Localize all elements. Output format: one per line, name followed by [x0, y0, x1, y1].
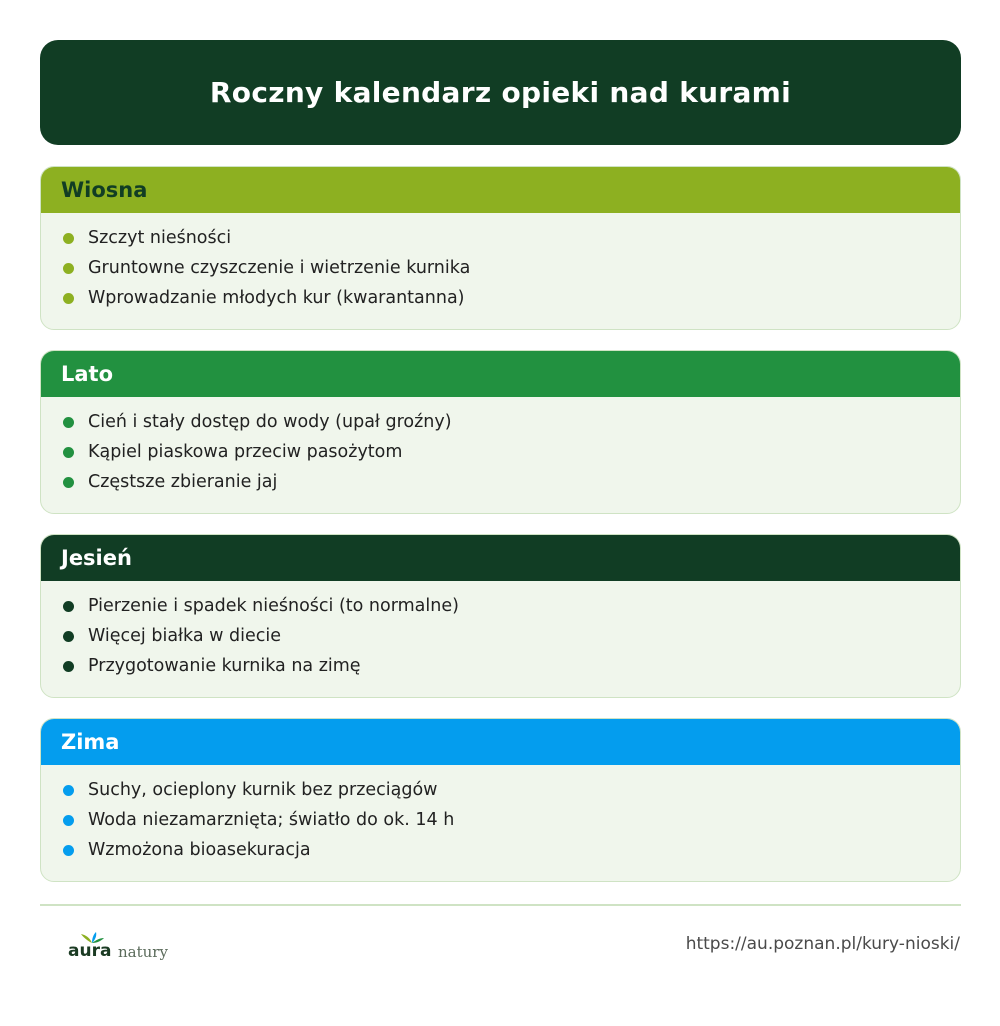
task-text: Woda niezamarznięta; światło do ok. 14 h: [88, 810, 455, 830]
task-text: Więcej białka w diecie: [88, 626, 282, 646]
season-task-list: [41, 213, 960, 313]
list-item: [63, 775, 960, 805]
season-header: [41, 719, 960, 765]
source-url: https://au.poznan.pl/kury-nioski/: [685, 934, 960, 954]
list-item: [63, 283, 960, 313]
list-item: [63, 253, 960, 283]
bullet-dot-icon: [63, 233, 74, 244]
bullet-dot-icon: [63, 845, 74, 856]
list-item: [63, 805, 960, 835]
season-name: Jesień: [61, 546, 132, 570]
task-text: Przygotowanie kurnika na zimę: [88, 656, 361, 676]
task-text: Szczyt nieśności: [88, 228, 232, 248]
season-name: Zima: [61, 730, 120, 754]
footer-divider: [40, 904, 961, 906]
season-task-list: [41, 397, 960, 497]
title-banner: [40, 40, 961, 145]
bullet-dot-icon: [63, 417, 74, 428]
bullet-dot-icon: [63, 815, 74, 826]
season-name: Wiosna: [61, 178, 148, 202]
bullet-dot-icon: [63, 477, 74, 488]
list-item: [63, 835, 960, 865]
season-header: [41, 351, 960, 397]
task-text: Częstsze zbieranie jaj: [88, 472, 278, 492]
brand-logo: [68, 932, 178, 966]
logo-wordmark: aura: [68, 941, 112, 961]
task-text: Wzmożona bioasekuracja: [88, 840, 311, 860]
season-card-summer: [40, 350, 961, 514]
list-item: [63, 407, 960, 437]
season-header: [41, 167, 960, 213]
bullet-dot-icon: [63, 263, 74, 274]
bullet-dot-icon: [63, 293, 74, 304]
bullet-dot-icon: [63, 785, 74, 796]
list-item: [63, 437, 960, 467]
season-task-list: [41, 765, 960, 865]
season-card-winter: [40, 718, 961, 882]
bullet-dot-icon: [63, 601, 74, 612]
logo-subtitle: natury: [118, 943, 168, 961]
season-task-list: [41, 581, 960, 681]
season-name: Lato: [61, 362, 114, 386]
season-card-spring: [40, 166, 961, 330]
task-text: Suchy, ocieplony kurnik bez przeciągów: [88, 780, 438, 800]
list-item: [63, 651, 960, 681]
page-title: Roczny kalendarz opieki nad kurami: [209, 76, 792, 109]
list-item: [63, 591, 960, 621]
bullet-dot-icon: [63, 661, 74, 672]
list-item: [63, 223, 960, 253]
list-item: [63, 621, 960, 651]
bullet-dot-icon: [63, 447, 74, 458]
task-text: Wprowadzanie młodych kur (kwarantanna): [88, 288, 465, 308]
season-header: [41, 535, 960, 581]
task-text: Gruntowne czyszczenie i wietrzenie kurnika: [88, 258, 471, 278]
task-text: Cień i stały dostęp do wody (upał groźny): [88, 412, 452, 432]
list-item: [63, 467, 960, 497]
task-text: Pierzenie i spadek nieśności (to normalne): [88, 596, 459, 616]
bullet-dot-icon: [63, 631, 74, 642]
task-text: Kąpiel piaskowa przeciw pasożytom: [88, 442, 403, 462]
season-card-autumn: [40, 534, 961, 698]
